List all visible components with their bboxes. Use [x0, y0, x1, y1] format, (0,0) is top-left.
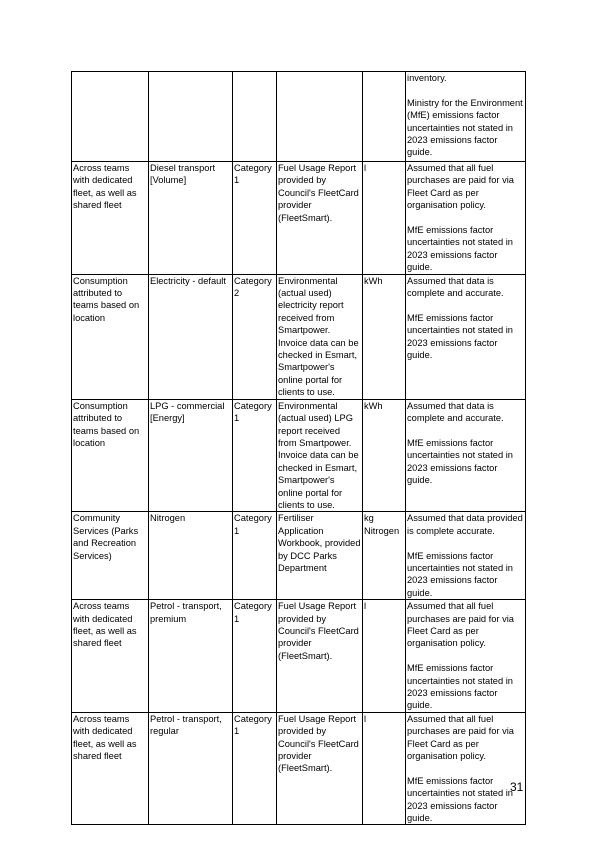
unit-cell: kWh: [363, 399, 406, 512]
data-source-cell: Fuel Usage Report provided by Council's FleetCard provider (FleetSmart).: [277, 600, 363, 713]
unit-cell: [363, 72, 406, 162]
table-row: [72, 600, 526, 713]
assumption-text: MfE emissions factor uncertainties not stated in 2023 emissions factor guide.: [407, 663, 513, 711]
unit-cell: l: [363, 712, 406, 825]
scope-cell: Consumption attributed to teams based on location: [72, 399, 149, 512]
category-cell: Category 1: [233, 600, 277, 713]
source-cell: Petrol - transport, premium: [149, 600, 233, 713]
assumptions-cell: [406, 399, 526, 512]
assumption-text: Assumed that all fuel purchases are paid for via Fleet Card as per organisation policy.: [407, 713, 514, 762]
assumption-text: MfE emissions factor uncertainties not stated in 2023 emissions factor guide.: [407, 550, 513, 598]
assumptions-cell: [406, 72, 526, 162]
source-cell: Nitrogen: [149, 512, 233, 600]
assumptions-cell: [406, 274, 526, 399]
data-source-cell: Fuel Usage Report provided by Council's FleetCard provider (FleetSmart).: [277, 712, 363, 825]
assumption-text: MfE emissions factor uncertainties not stated in 2023 emissions factor guide.: [407, 312, 513, 361]
assumption-text: MfE emissions factor uncertainties not stated in 2023 emissions factor guide.: [407, 437, 513, 486]
table-row: [72, 162, 526, 275]
assumption-text: Assumed that data is complete and accurate.: [407, 275, 504, 299]
source-cell: Electricity - default: [149, 274, 233, 399]
assumptions-cell: [406, 600, 526, 713]
scope-cell: Community Services (Parks and Recreation Services): [72, 512, 149, 600]
assumption-text: Ministry for the Environment (MfE) emissions factor uncertainties not stated in 2023 emissions factor guide.: [407, 97, 523, 158]
scope-cell: Across teams with dedicated fleet, as well as shared fleet: [72, 162, 149, 275]
page-number: 31: [510, 780, 524, 794]
table-row: [72, 512, 526, 600]
category-cell: Category 1: [233, 162, 277, 275]
scope-cell: Across teams with dedicated fleet, as well as shared fleet: [72, 600, 149, 713]
assumption-text: Assumed that all fuel purchases are paid for via Fleet Card as per organisation policy.: [407, 601, 514, 649]
assumptions-cell: [406, 162, 526, 275]
scope-cell: Consumption attributed to teams based on location: [72, 274, 149, 399]
source-cell: Diesel transport [Volume]: [149, 162, 233, 275]
source-cell: Petrol - transport, regular: [149, 712, 233, 825]
data-source-cell: [277, 72, 363, 162]
assumptions-cell: [406, 512, 526, 600]
assumptions-cell: [406, 712, 526, 825]
data-source-cell: Environmental (actual used) electricity report received from Smartpower. Invoice data can be checked in Esmart, Smartpower's online portal for clients to use.: [277, 274, 363, 399]
assumption-text: Assumed that all fuel purchases are paid for via Fleet Card as per organisation policy.: [407, 163, 514, 211]
table-row: [72, 712, 526, 825]
unit-cell: l: [363, 600, 406, 713]
category-cell: [233, 72, 277, 162]
source-cell: LPG - commercial [Energy]: [149, 399, 233, 512]
table-row: [72, 72, 526, 162]
assumption-text: MfE emissions factor uncertainties not stated in 2023 emissions factor guide.: [407, 225, 513, 273]
source-cell: [149, 72, 233, 162]
data-source-cell: Fertiliser Application Workbook, provided by DCC Parks Department: [277, 512, 363, 600]
category-cell: Category 2: [233, 274, 277, 399]
unit-cell: kg Nitrogen: [363, 512, 406, 600]
table-row: [72, 274, 526, 399]
assumption-text: inventory.: [407, 73, 447, 83]
table-row: [72, 399, 526, 512]
category-cell: Category 1: [233, 399, 277, 512]
emissions-source-table: [71, 71, 526, 825]
data-source-cell: Fuel Usage Report provided by Council's FleetCard provider (FleetSmart).: [277, 162, 363, 275]
assumption-text: Assumed that data provided is complete accurate.: [407, 513, 523, 536]
unit-cell: l: [363, 162, 406, 275]
data-source-cell: Environmental (actual used) LPG report received from Smartpower. Invoice data can be checked in Esmart, Smartpower's online portal for clients to use.: [277, 399, 363, 512]
assumption-text: MfE emissions factor uncertainties not stated in 2023 emissions factor guide.: [407, 775, 513, 824]
scope-cell: [72, 72, 149, 162]
scope-cell: Across teams with dedicated fleet, as well as shared fleet: [72, 712, 149, 825]
category-cell: Category 1: [233, 512, 277, 600]
category-cell: Category 1: [233, 712, 277, 825]
unit-cell: kWh: [363, 274, 406, 399]
assumption-text: Assumed that data is complete and accurate.: [407, 400, 504, 424]
